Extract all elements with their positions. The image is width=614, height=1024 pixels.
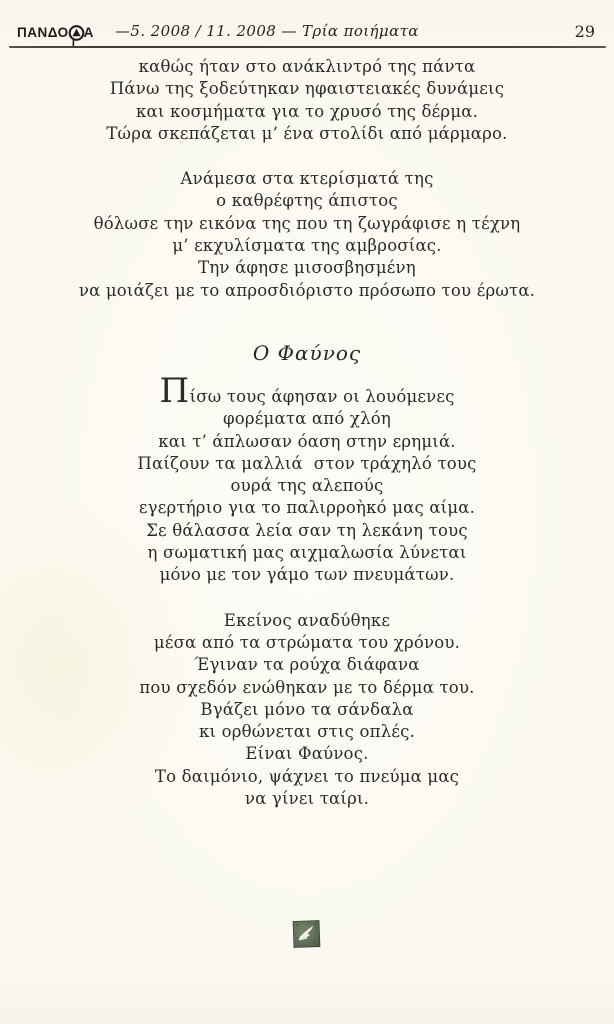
poem-body <box>0 56 614 833</box>
dropcap-letter: Π <box>159 370 190 411</box>
stanza <box>0 370 614 587</box>
poem-line: Είναι Φαύνος. <box>245 744 369 764</box>
poem-line: ο καθρέφτης άπιστος <box>216 191 398 211</box>
page-header <box>17 22 598 44</box>
header-rule <box>9 46 606 48</box>
poem-line: Εκείνος αναδύθηκε <box>223 610 391 630</box>
pandora-circle-triangle-logo-icon <box>68 25 85 42</box>
issue-info: —5. 2008 / 11. 2008 — Τρία ποιήματα <box>115 22 419 40</box>
poem-line: μέσα από τα στρώματα του χρόνου. <box>153 632 461 652</box>
poem-line: που σχεδόν ενώθηκαν με το δέρμα του. <box>139 677 475 697</box>
poem-line: Ανάμεσα στα κτερίσματά της <box>180 169 434 189</box>
poem-line: και τ’ άπλωσαν όαση στην ερημιά. <box>158 431 456 451</box>
page-number: 29 <box>574 22 595 41</box>
poem-line: Τώρα σκεπάζεται μ’ ένα στολίδι από μάρμαρο. <box>106 123 508 143</box>
first-line-rest: ίσω τους άφησαν οι λουόμενες <box>189 386 455 406</box>
poem-line-dropcap <box>0 370 614 411</box>
poem-line: να γίνει ταίρι. <box>244 789 370 809</box>
poem-line: ουρά της αλεπούς <box>230 476 384 496</box>
poem-line: Έγιναν τα ρούχα διάφανα <box>194 655 420 675</box>
poem-title: Ο Φαύνος <box>252 340 362 365</box>
poem-line: μόνο με τον γάμο των πνευμάτων. <box>159 565 455 585</box>
dove-in-square-ornament-icon <box>292 919 322 949</box>
poem-line: φορέματα από χλόη <box>223 409 391 429</box>
stanza <box>0 610 614 811</box>
stanza <box>0 168 614 302</box>
poem-line: Βγάζει μόνο τα σάνδαλα <box>200 699 414 719</box>
poem-line: καθώς ήταν στο ανάκλιντρό της πάντα <box>138 57 476 76</box>
poem-line: Παίζουν τα μαλλιά στον τράχηλό τους <box>137 453 477 473</box>
poem-line: Την άφησε μισοσβησμένη <box>198 258 416 278</box>
footer <box>0 919 614 953</box>
stanza <box>0 56 614 145</box>
poem-line: μ’ εκχυλίσματα της αμβροσίας. <box>172 236 442 256</box>
poem-line: Σε θάλασσα λεία σαν τη λεκάνη τους <box>146 520 468 540</box>
poem-line: Πάνω της ξοδεύτηκαν ηφαιστειακές δυνάμεις <box>109 79 505 99</box>
poem-line: κι ορθώνεται στις οπλές. <box>198 722 416 742</box>
poem-line: και κοσμήματα για το χρυσό της δέρμα. <box>135 101 479 121</box>
poem-line: η σωματική μας αιχμαλωσία λύνεται <box>147 543 467 563</box>
poem-line: εγερτήριο για το παλιρροὴκό μας αίμα. <box>138 498 476 518</box>
magazine-logo <box>17 24 94 41</box>
magazine-logo-suffix: Α <box>83 25 94 40</box>
poem-line: θόλωσε την εικόνα της που τη ζωγράφισε η τέχνη <box>93 213 521 233</box>
poem-line: να μοιάζει με το απροσδιόριστο πρόσωπο του έρωτα. <box>78 280 536 300</box>
magazine-logo-prefix: ΠΑΝΔΟ <box>17 25 69 40</box>
poem-line: Το δαιμόνιο, ψάχνει το πνεύμα μας <box>154 766 460 786</box>
